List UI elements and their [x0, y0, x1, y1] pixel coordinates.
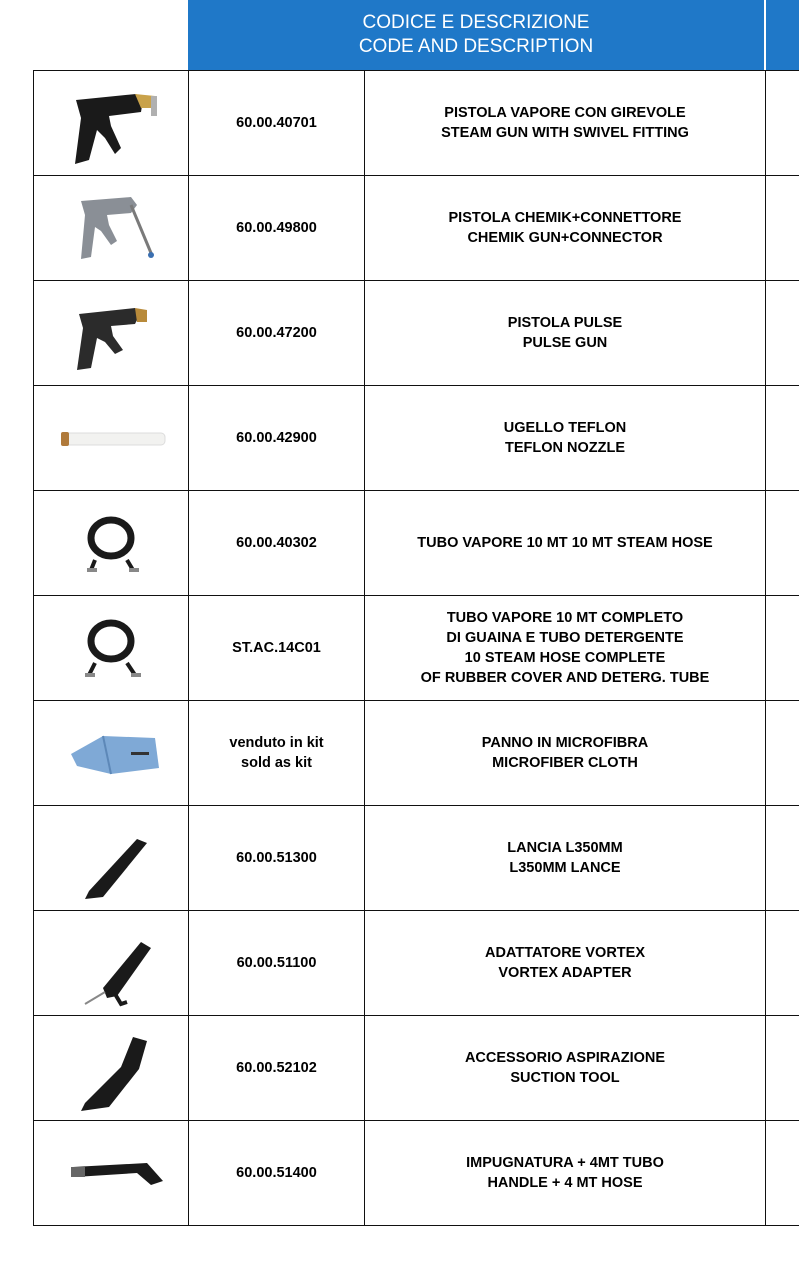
table-row [33, 280, 799, 385]
code-cell: 60.00.49800 [188, 176, 364, 280]
description-cell: ADATTATORE VORTEX VORTEX ADAPTER [364, 911, 765, 1015]
code-cell: 60.00.40701 [188, 71, 364, 175]
code-cell: venduto in kit sold as kit [188, 701, 364, 805]
pulse-gun-icon [33, 281, 188, 385]
code-cell: 60.00.47200 [188, 281, 364, 385]
lance-icon [33, 806, 188, 910]
description-cell: ACCESSORIO ASPIRAZIONE SUCTION TOOL [364, 1016, 765, 1120]
code-cell: 60.00.51400 [188, 1121, 364, 1225]
description-cell: IMPUGNATURA + 4MT TUBO HANDLE + 4 MT HOSE [364, 1121, 765, 1225]
handle-hose-icon [33, 1121, 188, 1225]
table-row [33, 700, 799, 805]
header-title-en: CODE AND DESCRIPTION [358, 36, 594, 57]
table-row [33, 910, 799, 1015]
extra-cell [765, 281, 799, 385]
teflon-nozzle-icon [33, 386, 188, 490]
table-row [33, 70, 799, 175]
extra-cell [765, 911, 799, 1015]
table-row [33, 175, 799, 280]
table-row [33, 385, 799, 490]
product-table [33, 70, 799, 1226]
code-cell: ST.AC.14C01 [188, 596, 364, 700]
table-row [33, 805, 799, 910]
table-row [33, 1120, 799, 1226]
code-cell: 60.00.51100 [188, 911, 364, 1015]
extra-cell [765, 1121, 799, 1225]
extra-cell [765, 176, 799, 280]
description-cell: PISTOLA PULSE PULSE GUN [364, 281, 765, 385]
description-cell: UGELLO TEFLON TEFLON NOZZLE [364, 386, 765, 490]
code-cell: 60.00.51300 [188, 806, 364, 910]
description-cell: TUBO VAPORE 10 MT COMPLETO DI GUAINA E TUBO DETERGENTE 10 STEAM HOSE COMPLETE OF RUBBER COVER AND DETERG. TUBE [364, 596, 765, 700]
header-title-it: CODICE E DESCRIZIONE [362, 12, 590, 33]
header-next-column [766, 0, 799, 70]
description-cell: LANCIA L350MM L350MM LANCE [364, 806, 765, 910]
microfiber-cloth-icon [33, 701, 188, 805]
extra-cell [765, 71, 799, 175]
vortex-adapter-icon [33, 911, 188, 1015]
description-cell: PISTOLA VAPORE CON GIREVOLE STEAM GUN WITH SWIVEL FITTING [364, 71, 765, 175]
suction-tool-icon [33, 1016, 188, 1120]
code-cell: 60.00.42900 [188, 386, 364, 490]
extra-cell [765, 596, 799, 700]
table-row [33, 490, 799, 595]
steam-hose-complete-icon [33, 596, 188, 700]
table-row [33, 1015, 799, 1120]
code-cell: 60.00.52102 [188, 1016, 364, 1120]
extra-cell [765, 701, 799, 805]
table-row [33, 595, 799, 700]
code-cell: 60.00.40302 [188, 491, 364, 595]
description-cell: PANNO IN MICROFIBRA MICROFIBER CLOTH [364, 701, 765, 805]
extra-cell [765, 806, 799, 910]
steam-hose-icon [33, 491, 188, 595]
extra-cell [765, 386, 799, 490]
chemik-gun-icon [33, 176, 188, 280]
description-cell: PISTOLA CHEMIK+CONNETTORE CHEMIK GUN+CONNECTOR [364, 176, 765, 280]
extra-cell [765, 491, 799, 595]
steam-gun-icon [33, 71, 188, 175]
extra-cell [765, 1016, 799, 1120]
header-code-description [188, 0, 764, 70]
description-cell: TUBO VAPORE 10 MT 10 MT STEAM HOSE [364, 491, 765, 595]
